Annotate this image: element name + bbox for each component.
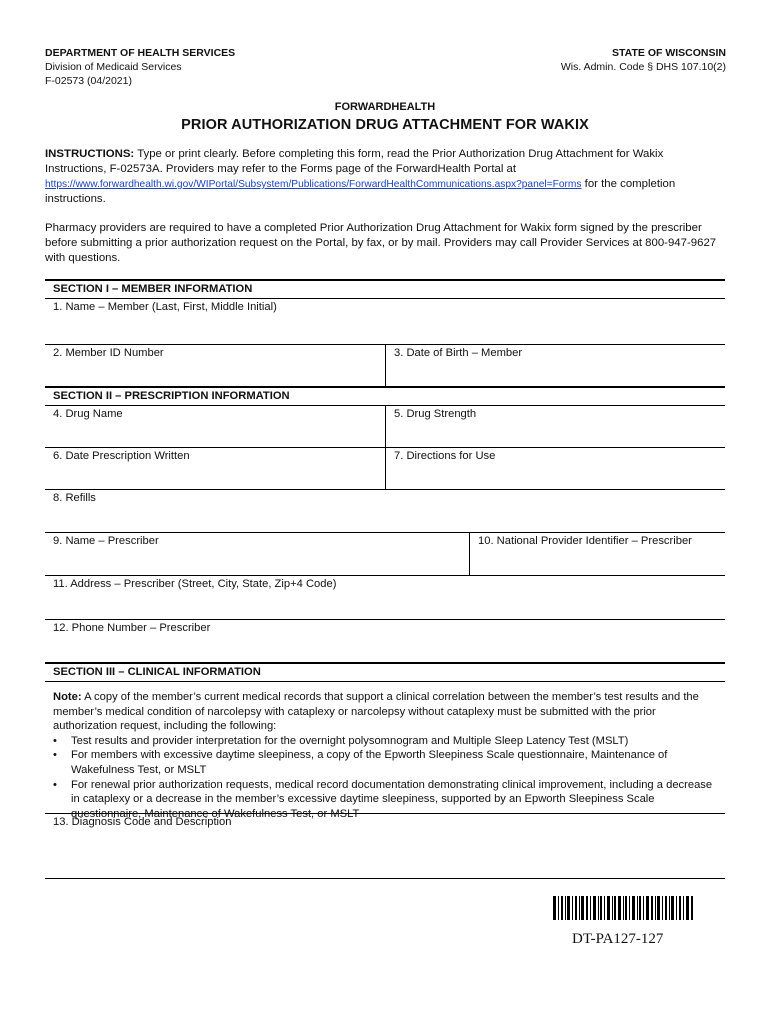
refills-field[interactable]: 8. Refills [53, 492, 96, 504]
list-item-text: For renewal prior authorization requests, medical record documentation demonstrating clinical improvement, including a decrease in cataplexy or a decrease in the member’s excessive daytime sleepiness, supported by an Epworth Sleepiness Scale questionnaire, Maintenance of Wakefulness Test, or MSLT [71, 778, 713, 820]
drug-strength-field[interactable]: 5. Drug Strength [385, 406, 725, 447]
row-date-directions [45, 447, 725, 489]
form-body [45, 279, 725, 879]
bullet-icon: • [53, 749, 57, 762]
row-prescriber-address [45, 575, 725, 619]
header-left [45, 46, 235, 88]
barcode-image [553, 896, 693, 920]
section-3-header: SECTION III – CLINICAL INFORMATION [45, 662, 725, 681]
directions-for-use-field[interactable]: 7. Directions for Use [385, 448, 725, 489]
prescriber-npi-field[interactable]: 10. National Provider Identifier – Prescriber [469, 533, 725, 575]
row-prescriber-name-npi [45, 532, 725, 575]
program-name: FORWARDHEALTH [334, 101, 436, 113]
note-label: Note: [53, 691, 82, 703]
instructions-label: INSTRUCTIONS: [45, 148, 135, 160]
page-title: PRIOR AUTHORIZATION DRUG ATTACHMENT FOR WAKIX [181, 117, 589, 133]
member-name-field[interactable]: 1. Name – Member (Last, First, Middle Initial) [53, 301, 277, 313]
row-drug-name-strength [45, 405, 725, 447]
drug-name-field[interactable]: 4. Drug Name [53, 408, 123, 420]
section-1-header: SECTION I – MEMBER INFORMATION [45, 279, 725, 298]
bullet-icon: • [53, 778, 57, 791]
date-of-birth-field[interactable]: 3. Date of Birth – Member [385, 345, 725, 386]
row-diagnosis [45, 813, 725, 879]
clinical-requirements-list [53, 734, 719, 822]
list-item [53, 778, 719, 822]
header-right [561, 46, 726, 74]
bullet-icon: • [53, 734, 57, 747]
list-item-text: For members with excessive daytime sleepiness, a copy of the Epworth Sleepiness Scale questionnaire, Maintenance of Wakefulness Test, or MSLT [71, 749, 668, 776]
section-2-header: SECTION II – PRESCRIPTION INFORMATION [45, 386, 725, 405]
clinical-note [45, 681, 725, 820]
prescriber-name-field[interactable]: 9. Name – Prescriber [53, 535, 159, 547]
division-name: Division of Medicaid Services [45, 61, 182, 73]
prescriber-phone-field[interactable]: 12. Phone Number – Prescriber [53, 622, 211, 634]
note-text: A copy of the member’s current medical records that support a clinical correlation between the member’s test results and the member’s medical condition of narcolepsy with cataplexy or narcolepsy without cataplexy must be submitted with the prior authorization request, including the following: [53, 691, 699, 733]
instructions-paragraph [45, 147, 725, 207]
row-member-name [45, 298, 725, 344]
admin-code: Wis. Admin. Code § DHS 107.10(2) [560, 61, 726, 73]
form-number: F-02573 (04/2021) [45, 75, 132, 87]
diagnosis-code-field[interactable]: 13. Diagnosis Code and Description [53, 816, 232, 828]
document-code: DT-PA127-127 [572, 931, 664, 947]
row-refills [45, 489, 725, 532]
list-item-text: Test results and provider interpretation for the overnight polysomnogram and Multiple Sleep Latency Test (MSLT) [71, 734, 629, 747]
instructions-text: Type or print clearly. Before completing this form, read the Prior Authorization Drug Attachment for Wakix Instructions, F-02573A. Providers may refer to the Forms page of the ForwardHealth Portal at [45, 148, 664, 175]
list-item [53, 734, 719, 749]
instructions-text-after: for the completion instructions. [45, 178, 676, 205]
forms-page-link[interactable]: https://www.forwardhealth.wi.gov/WIPortal/Subsystem/Publications/ForwardHealthCommunications.aspx?panel=Forms [45, 179, 582, 190]
row-member-id-dob [45, 344, 725, 386]
row-prescriber-phone [45, 619, 725, 662]
member-id-field[interactable]: 2. Member ID Number [53, 347, 164, 359]
department-name: DEPARTMENT OF HEALTH SERVICES [45, 47, 236, 59]
date-prescription-written-field[interactable]: 6. Date Prescription Written [53, 450, 190, 462]
pharmacy-providers-paragraph: Pharmacy providers are required to have a completed Prior Authorization Drug Attachment for Wakix form signed by the prescriber before submitting a prior authorization request on the Portal, by fax, or by mail. Providers may call Provider Services at 800-947-9627 with questions. [45, 222, 717, 264]
list-item [53, 748, 719, 777]
prescriber-address-field[interactable]: 11. Address – Prescriber (Street, City, State, Zip+4 Code) [53, 578, 337, 590]
state-name: STATE OF WISCONSIN [612, 47, 726, 59]
